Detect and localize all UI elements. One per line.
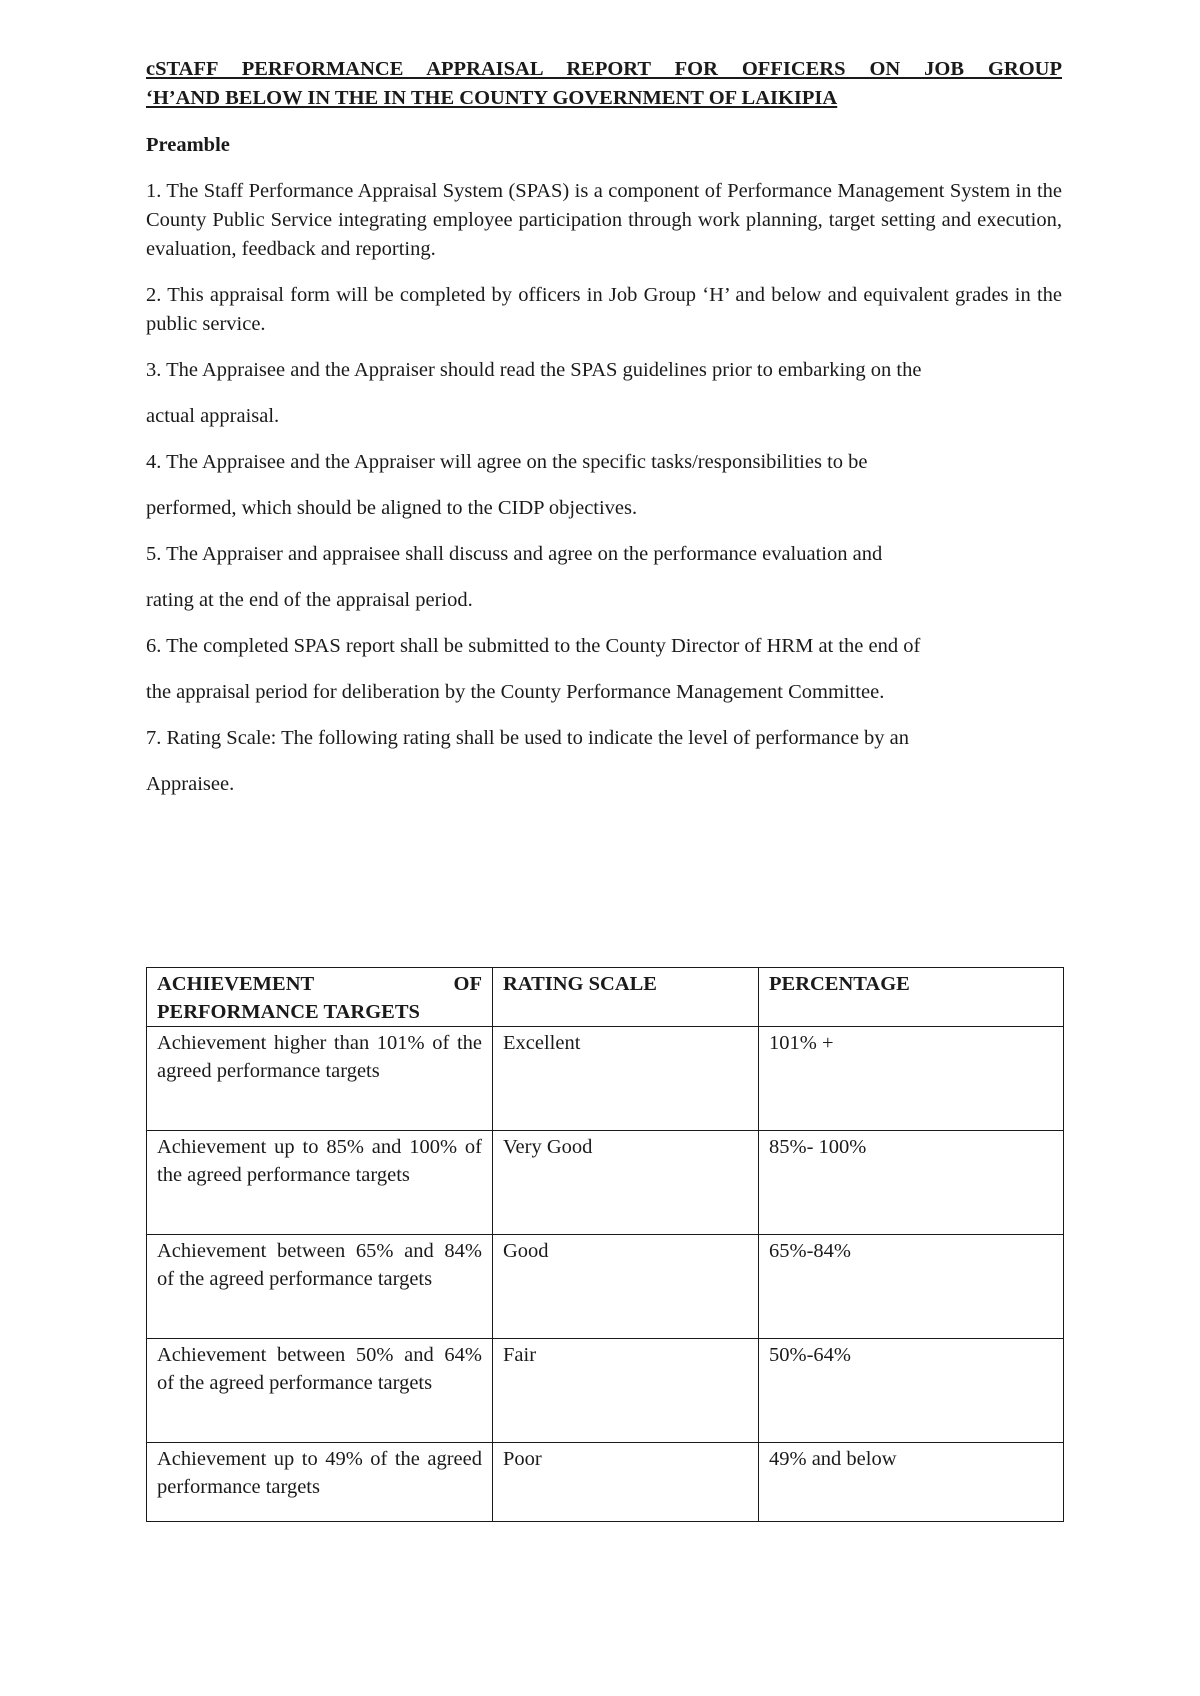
- document-page: [146, 55, 1062, 1498]
- achievement-cell: Achievement higher than 101% of the agreed performance targets: [147, 1027, 493, 1131]
- table-row: [147, 1235, 1064, 1339]
- header-achievement: ACHIEVEMENT OF PERFORMANCE TARGETS: [147, 968, 493, 1027]
- rating-cell: Very Good: [493, 1131, 759, 1235]
- paragraph-4-continued: performed, which should be aligned to the CIDP objectives.: [146, 497, 638, 519]
- title-line-2: ‘H’AND BELOW IN THE IN THE COUNTY GOVERNMENT OF LAIKIPIA: [146, 87, 838, 109]
- paragraph-7-continued: Appraisee.: [146, 773, 235, 795]
- paragraph-5-continued: rating at the end of the appraisal period.: [146, 589, 473, 611]
- header-percentage: PERCENTAGE: [759, 968, 1064, 1027]
- achievement-cell: Achievement up to 85% and 100% of the agreed performance targets: [147, 1131, 493, 1235]
- header-rating-scale: RATING SCALE: [493, 968, 759, 1027]
- rating-scale-table: [146, 967, 1064, 1522]
- table-header-row: [147, 968, 1064, 1027]
- paragraph-5: 5. The Appraiser and appraisee shall discuss and agree on the performance evaluation and: [146, 543, 883, 565]
- paragraph-1: 1. The Staff Performance Appraisal System (SPAS) is a component of Performance Management System in the County Public Service integrating employee participation through work planning, target setting and execution, evaluation, feedback and reporting.: [146, 180, 1062, 260]
- percentage-cell: 49% and below: [759, 1443, 1064, 1522]
- paragraph-6-continued: the appraisal period for deliberation by the County Performance Management Committee.: [146, 681, 885, 703]
- paragraph-2: 2. This appraisal form will be completed by officers in Job Group ‘H’ and below and equivalent grades in the public service.: [146, 284, 1062, 335]
- achievement-cell: Achievement between 50% and 64% of the agreed performance targets: [147, 1339, 493, 1443]
- table-row: [147, 1027, 1064, 1131]
- percentage-cell: 85%- 100%: [759, 1131, 1064, 1235]
- rating-cell: Excellent: [493, 1027, 759, 1131]
- preamble-heading: Preamble: [146, 134, 230, 156]
- achievement-cell: Achievement between 65% and 84% of the agreed performance targets: [147, 1235, 493, 1339]
- percentage-cell: 65%-84%: [759, 1235, 1064, 1339]
- document-title: [146, 55, 1062, 113]
- paragraph-3-continued: actual appraisal.: [146, 405, 280, 427]
- rating-cell: Good: [493, 1235, 759, 1339]
- rating-cell: Poor: [493, 1443, 759, 1522]
- title-line-1: cSTAFF PERFORMANCE APPRAISAL REPORT FOR OFFICERS ON JOB GROUP: [146, 58, 1062, 80]
- paragraph-7: 7. Rating Scale: The following rating shall be used to indicate the level of performance by an: [146, 727, 910, 749]
- table-row: [147, 1131, 1064, 1235]
- table-row: [147, 1339, 1064, 1443]
- achievement-cell: Achievement up to 49% of the agreed performance targets: [147, 1443, 493, 1522]
- paragraph-4: 4. The Appraisee and the Appraiser will agree on the specific tasks/responsibilities to be: [146, 451, 868, 473]
- rating-cell: Fair: [493, 1339, 759, 1443]
- table-row: [147, 1443, 1064, 1522]
- paragraph-6: 6. The completed SPAS report shall be submitted to the County Director of HRM at the end of: [146, 635, 921, 657]
- paragraph-3: 3. The Appraisee and the Appraiser should read the SPAS guidelines prior to embarking on the: [146, 359, 922, 381]
- percentage-cell: 50%-64%: [759, 1339, 1064, 1443]
- percentage-cell: 101% +: [759, 1027, 1064, 1131]
